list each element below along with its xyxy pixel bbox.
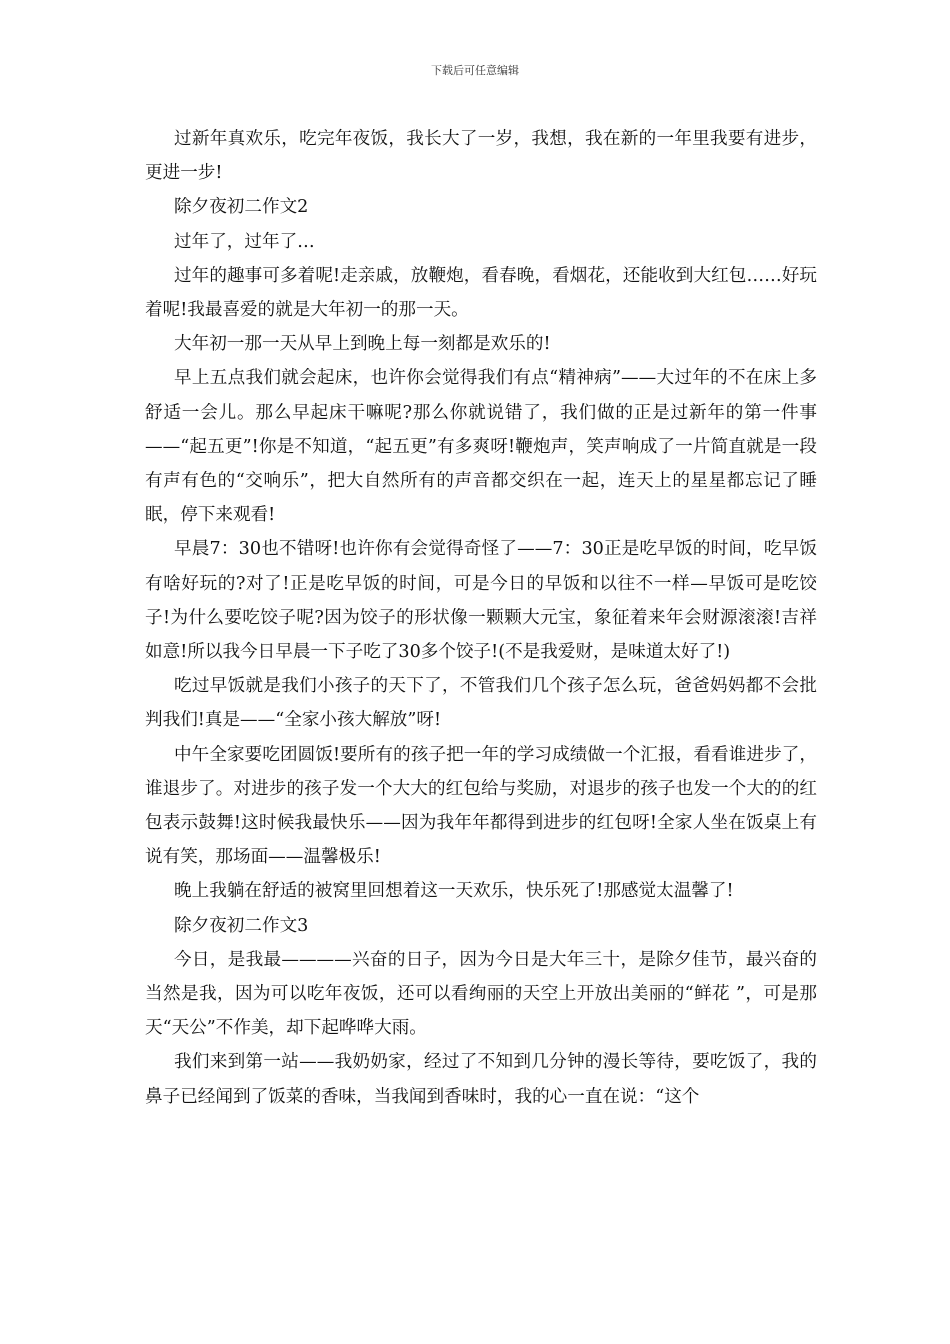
paragraph: 大年初一那一天从早上到晚上每一刻都是欢乐的! [174, 334, 551, 355]
section-heading: 除夕夜初二作文2 [174, 197, 309, 218]
page-header: 下载后可任意编辑 [431, 64, 519, 77]
paragraph: 过新年真欢乐，吃完年夜饭，我长大了一岁，我想，我在新的一年里我要有进步，更进一步! [145, 129, 817, 184]
section-heading: 除夕夜初二作文3 [174, 915, 309, 936]
paragraph: 过年的趣事可多着呢!走亲戚，放鞭炮，看春晚，看烟花，还能收到大红包……好玩着呢!我最喜爱的就是大年初一的那一天。 [145, 265, 817, 321]
paragraph: 晚上我躺在舒适的被窝里回想着这一天欢乐，快乐死了!那感觉太温馨了! [174, 881, 734, 902]
paragraph: 我们来到第一站——我奶奶家，经过了不知到几分钟的漫长等待，要吃饭了，我的鼻子已经闻到了饭菜的香味，当我闻到香味时，我的心一直在说：“这个 [145, 1052, 817, 1107]
paragraph: 过年了，过年了… [174, 231, 315, 252]
paragraph: 今日，是我最————兴奋的日子，因为今日是大年三十，是除夕佳节，最兴奋的当然是我，因为可以吃年夜饭，还可以看绚丽的天空上开放出美丽的“鲜花 ”，可是那天“天公”不作美，却下起哗哗大雨。 [145, 949, 817, 1039]
paragraph: 吃过早饭就是我们小孩子的天下了，不管我们几个孩子怎么玩，爸爸妈妈都不会批判我们!真是——“全家小孩大解放”呀! [145, 676, 817, 731]
paragraph: 早晨7：30也不错呀!也许你有会觉得奇怪了——7：30正是吃早饭的时间，吃早饭有啥好玩的?对了!正是吃早饭的时间，可是今日的早饭和以往不一样—早饭可是吃饺子!为什么要吃饺子呢?因为饺子的形状像一颗颗大元宝，象征着来年会财源滚滚!吉祥如意!所以我今日早晨一下子吃了30多个饺子!(不是我爱财，是味道太好了!) [145, 539, 817, 663]
paragraph: 早上五点我们就会起床，也许你会觉得我们有点“精神病”——大过年的不在床上多舒适一会儿。那么早起床干嘛呢?那么你就说错了，我们做的正是过新年的第一件事——“起五更”!你是不知道，“起五更”有多爽呀!鞭炮声，笑声响成了一片简直就是一段有声有色的“交响乐”，把大自然所有的声音都交织在一起，连天上的星星都忘记了睡眠，停下来观看! [145, 368, 817, 526]
paragraph: 中午全家要吃团圆饭!要所有的孩子把一年的学习成绩做一个汇报，看看谁进步了，谁退步了。对进步的孩子发一个大大的红包给与奖励，对退步的孩子也发一个大的的红包表示鼓舞!这时候我最快乐——因为我年年都得到进步的红包呀!全家人坐在饭桌上有说有笑，那场面——温馨极乐! [145, 744, 817, 868]
document-body [145, 122, 817, 1114]
